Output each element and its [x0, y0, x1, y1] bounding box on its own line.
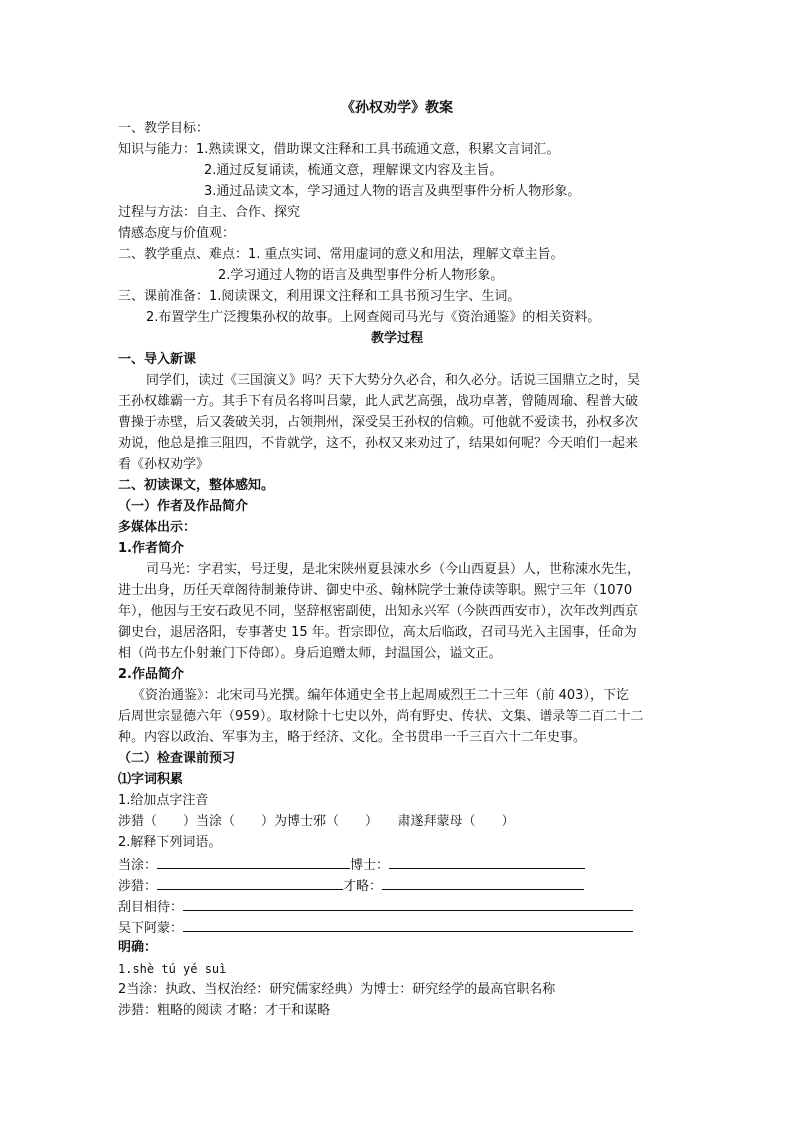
question-2: 2.解释下列词语。: [118, 835, 222, 850]
term-label: 刮目相待：: [118, 900, 184, 915]
preview-heading: （二）检查课前预习: [118, 751, 236, 766]
answer-blank[interactable]: [157, 855, 350, 869]
fill-row-shelie: [118, 876, 584, 896]
preparation-2: 2.布置学生广泛搜集孙权的故事。上网查阅司马光与《资治通鉴》的相关资料。: [146, 310, 601, 325]
preparation-1: 三、课前准备：1.阅读课文，利用课文注释和工具书预习生字、生词。: [118, 289, 521, 304]
term-label: 涉猎：: [118, 879, 158, 894]
work-line: 种。内容以政治、军事为主，略于经济、文化。全书贯串一千三百六十二年史事。: [118, 730, 587, 745]
first-read-heading: 二、初读课文，整体感知。: [118, 478, 275, 493]
knowledge-goal-1: 知识与能力：1.熟读课文，借助课文注释和工具书疏通文意，积累文言词汇。: [118, 142, 560, 157]
objectives-heading: 一、教学目标：: [118, 121, 210, 136]
work-line: 《资治通鉴》：北宋司马光撰。编年体通史全书上起周威烈王二十三年（前 403），下讫: [132, 688, 629, 703]
answer-line: 涉猎：粗略的阅读 才略：才干和谋略: [118, 1003, 331, 1018]
keypoints-2: 2.学习通过人物的语言及典型事件分析人物形象。: [218, 268, 504, 283]
author-line: 御史台，退居洛阳，专事著史 15 年。哲宗即位，高太后临政，召司马光入主国事，任命为: [118, 625, 637, 640]
answer-blank[interactable]: [382, 876, 584, 890]
multimedia-heading: 多媒体出示：: [118, 520, 197, 535]
fill-row-guamu: [118, 897, 633, 917]
fill-row-dangtu: [118, 855, 585, 875]
document-title: 《孙权劝学》教案: [341, 100, 453, 116]
intro-line: 王孙权雄霸一方。其手下有员名将叫吕蒙，此人武艺高强，战功卓著，曾随周瑜、程普大破: [118, 394, 639, 409]
term-label: 当涂：: [118, 858, 158, 873]
author-line: 司马光：字君实，号迂叟，是北宋陕州夏县涑水乡（今山西夏县）人，世称涑水先生，: [146, 562, 641, 577]
process-heading: 教学过程: [370, 331, 423, 346]
term-label: 才略：: [343, 879, 383, 894]
term-label: 博士：: [350, 858, 390, 873]
keypoints-1: 二、教学重点、难点：1. 重点实词、常用虚词的意义和用法，理解文章主旨。: [118, 247, 564, 262]
intro-heading: 一、导入新课: [118, 352, 197, 367]
answer-heading: 明确：: [118, 940, 158, 955]
author-line: 年），他因与王安石政见不同，坚辞枢密副使，出知永兴军（今陕西西安市），次年改判西京: [118, 604, 639, 619]
author-heading: 1.作者简介: [118, 541, 184, 556]
answer-blank[interactable]: [389, 855, 585, 869]
question-1: 1.给加点字注音: [118, 793, 209, 808]
emotion-values: 情感态度与价值观：: [118, 226, 236, 241]
author-line: 进士出身，历任天章阁待制兼侍讲、御史中丞、翰林院学士兼侍读等职。熙宁三年（1070: [118, 583, 633, 598]
intro-line: 看《孙权劝学》: [118, 457, 210, 472]
work-heading: 2.作品简介: [118, 667, 184, 682]
answer-line: 1.shè tú yé suì: [118, 962, 227, 976]
intro-line: 劝说，他总是推三阻四，不肯就学，这不，孙权又来劝过了，结果如何呢？今天咱们一起来: [118, 436, 639, 451]
answer-blank[interactable]: [157, 876, 343, 890]
vocab-heading: ⑴字词积累: [118, 772, 184, 787]
answer-line: 2当涂：执政、当权治经：研究儒家经典）为博士：研究经学的最高官职名称: [118, 982, 556, 997]
author-section-heading: （一）作者及作品简介: [118, 499, 249, 514]
question-1-items: 涉猎（ ）当涂（ ）为博士邪（ ） 肃遂拜蒙母（ ）: [118, 814, 515, 829]
knowledge-goal-3: 3.通过品读文本，学习通过人物的语言及典型事件分析人物形象。: [204, 184, 581, 199]
intro-line: 同学们，读过《三国演义》吗？天下大势分久必合，和久必分。话说三国鼎立之时，吴: [146, 373, 641, 388]
fill-row-wuxia: [118, 918, 633, 938]
answer-blank[interactable]: [183, 897, 633, 911]
knowledge-goal-2: 2.通过反复诵读，梳通文意，理解课文内容及主旨。: [204, 163, 503, 178]
term-label: 吴下阿蒙：: [118, 921, 184, 936]
author-line: 相（尚书左仆射兼门下侍郎）。身后追赠太师，封温国公，谥文正。: [118, 646, 502, 661]
process-method: 过程与方法：自主、合作、探究: [118, 205, 301, 220]
answer-blank[interactable]: [183, 918, 633, 932]
intro-line: 曹操于赤壁，后又袭破关羽，占领荆州，深受吴王孙权的信赖。可他就不爱读书，孙权多次: [118, 415, 639, 430]
work-line: 后周世宗显德六年（959）。取材除十七史以外，尚有野史、传状、文集、谱录等二百二十二: [118, 709, 644, 724]
